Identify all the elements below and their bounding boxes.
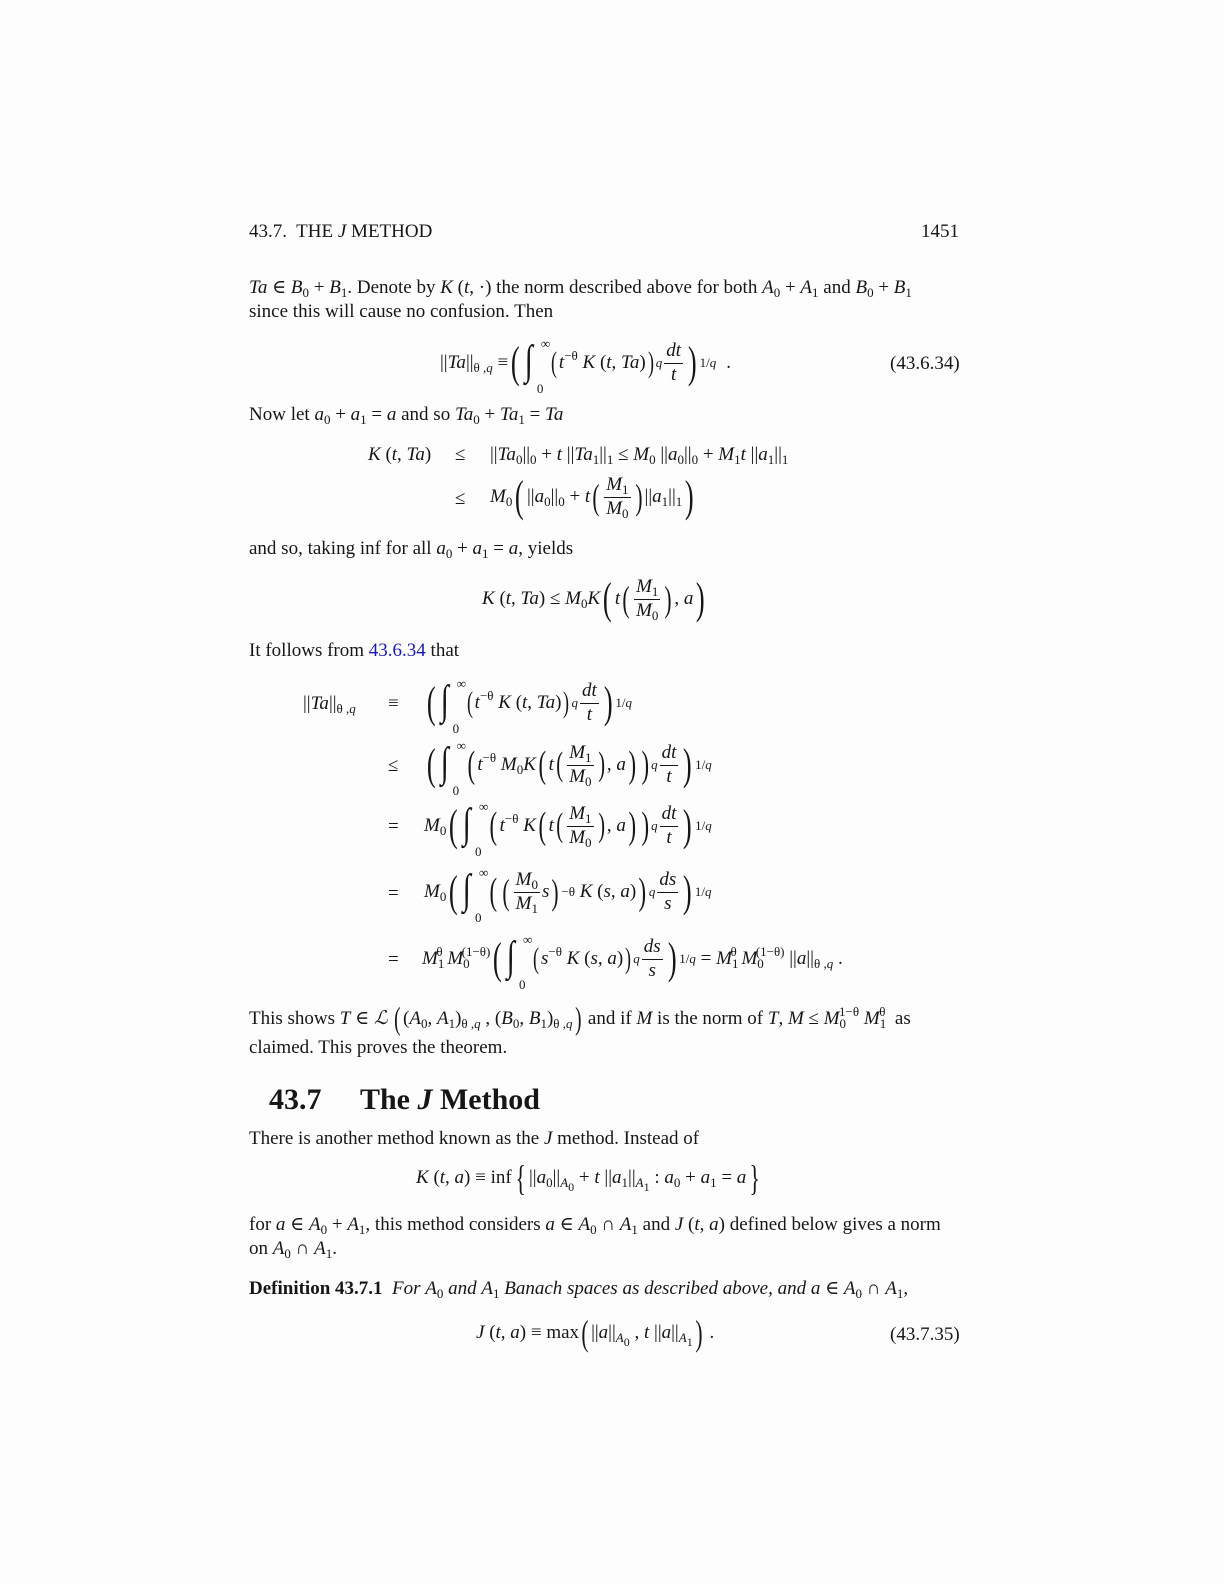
paragraph-5-line-2: claimed. This proves the theorem.: [249, 1037, 508, 1058]
equation-reference-link[interactable]: 43.6.34: [368, 640, 426, 661]
para3-text2: , yields: [518, 538, 574, 559]
running-head-var: J: [337, 221, 347, 242]
chain-rhs-5: $M_1^\theta$ $M_0^{(1-\theta)}$ ( ∫ ∞ 0 ( $s^{-\theta}$ K (s, a) ) q $\frac{ds}{s}$ ) 1/q = $M_1^\theta$ $M_0^{(1-\theta)}$ $||a||_{\theta ,q}$ .: [422, 932, 843, 993]
para2-text2: and so: [401, 404, 451, 425]
integral-symbol: ∫ ∞ 0: [524, 336, 551, 397]
para3-text1: and so, taking inf for all: [249, 538, 432, 559]
equation-k-bound: K (t, $Ta) \le M_0K$ ( t ( $\frac{M_1}{M_0}$ ) , a ): [482, 574, 706, 624]
inequality-rhs-1: $||Ta_0||_0 + t$ $||Ta_1||_1 \le M_0$ $||a_0||_0 + M_1t$ $||a_1||_1$: [490, 444, 789, 467]
paragraph-6: There is another method known as the J method. Instead of: [249, 1128, 700, 1149]
equation-number-43-7-35: (43.7.35): [890, 1324, 960, 1345]
para7-line2-pre: on: [249, 1238, 268, 1259]
section-title-var: J: [417, 1083, 433, 1116]
chain-rhs-1: ( ∫ ∞ 0 ( $t^{-\theta}$ K (t, Ta) ) q $\frac{dt}{t}$ ) 1/q: [426, 676, 633, 737]
section-title-pre: The: [359, 1083, 410, 1116]
paragraph-4: [249, 639, 459, 664]
running-head-number: 43.7.: [249, 221, 287, 242]
chain-rel-5: =: [388, 949, 399, 970]
para4-text1: It follows from: [249, 640, 365, 661]
para7-text3: and: [642, 1214, 671, 1235]
inequality-rel-2: ≤: [455, 488, 466, 509]
definition-text2: and: [448, 1278, 477, 1299]
paragraph-2: Now let $a_0 + a_1 = a$ and so $Ta_0 + Ta_1 = Ta$: [249, 404, 564, 427]
equation-43-7-35: J (t, a) ≡ max ( $||a||_{A_0}$ , t $||a||_{A_1}$ ) .: [476, 1312, 715, 1353]
paragraph-1-line-2: since this will cause no confusion. Then: [249, 301, 554, 322]
paragraph-7-line-2: on $A_0$ ∩ $A_1$.: [249, 1238, 337, 1261]
inequality-rel-1: ≤: [455, 444, 466, 465]
chain-rel-2: ≤: [388, 755, 399, 776]
running-head: [249, 220, 432, 245]
chain-lhs: $||Ta||_{\theta ,q}$: [303, 693, 356, 716]
equation-number-43-6-34: (43.6.34): [890, 353, 960, 374]
para1-and: and: [823, 277, 851, 298]
para7-text1: for: [249, 1214, 272, 1235]
equation-k-definition: K (t, a) ≡ inf { $||a_0||_{A_0} + t$ $||a_1||_{A_1}$ : $a_0 + a_1 = a$ }: [416, 1157, 761, 1198]
paragraph-3: and so, taking inf for all $a_0 + a_1 = a$, yields: [249, 538, 574, 561]
chain-rhs-3: $M_0$ ( ∫ ∞ 0 ( $t^{-\theta}$ K ( t ( $\frac{M_1}{M_0}$ ) , a ) ) q $\frac{dt}{t}$ ) 1/q: [424, 799, 712, 860]
paragraph-7-line-1: for a ∈ $A_0 + A_1$, this method considers a ∈ $A_0$ ∩ $A_1$ and J (t, a) defined below gives a norm: [249, 1214, 941, 1237]
running-head-pre: THE: [296, 221, 334, 242]
definition-text3: Banach spaces as described above, and: [504, 1278, 807, 1299]
para1-text1: Denote by: [356, 277, 436, 298]
section-heading: [269, 1080, 540, 1119]
running-head-post: METHOD: [351, 221, 433, 242]
chain-rel-1: ≡: [388, 693, 399, 714]
para5-text3: is the norm of: [657, 1007, 764, 1029]
para6-text2: method. Instead of: [557, 1128, 700, 1149]
section-number: 43.7: [269, 1083, 322, 1116]
chain-rhs-2: ( ∫ ∞ 0 ( $t^{-\theta}$ $M_0K$ ( t ( $\frac{M_1}{M_0}$ ) , a ) ) q $\frac{dt}{t}$ ) 1/q: [426, 738, 712, 799]
para6-text1: There is another method known as the: [249, 1128, 540, 1149]
para4-text2: that: [430, 640, 460, 661]
chain-rhs-4: $M_0$ ( ∫ ∞ 0 ( ( $\frac{M_0}{M_1}$ s ) −θ K (s, a) ) q $\frac{ds}{s}$ ) 1/q: [424, 865, 712, 926]
para7-text4: defined below gives a norm: [729, 1214, 941, 1235]
page-number: 1451: [921, 221, 959, 242]
paragraph-1-line-1: Ta ∈ $B_0 + B_1$. Denote by K (t, ·) the norm described above for both $A_0 + A_1$ and $B_0 + B_1$: [249, 277, 912, 300]
paragraph-5-line-1: This shows T ∈ ℒ ( ($A_0$, $A_1)_{\theta ,q}$ , ($B_0$, $B_1)_{\theta ,q}$ ) and if M is the norm of T, $M \le M_0^{1-\theta}$ $M_1^\theta$ as: [249, 1000, 911, 1037]
section-title-post: Method: [439, 1083, 540, 1116]
definition-text1: For: [392, 1278, 421, 1299]
chain-rel-3: =: [388, 816, 399, 837]
equation-43-6-34: $||Ta||_{\theta ,q}$ ≡ ( ∫ ∞ 0 ( $t^{-\theta}$ K (t, Ta) ) q $\frac{dt}{t}$ ) 1/q .: [440, 336, 732, 397]
para2-text1: Now let: [249, 404, 310, 425]
definition-43-7-1: Definition 43.7.1 For $A_0$ and $A_1$ Banach spaces as described above, and a ∈ $A_0$ ∩ $A_1$,: [249, 1278, 909, 1301]
para5-text4: as: [894, 1007, 911, 1029]
para5-text1: This shows: [249, 1007, 336, 1029]
para1-text2: the norm described above for both: [496, 277, 758, 298]
para7-text2: , this method considers: [365, 1214, 541, 1235]
chain-rel-4: =: [388, 883, 399, 904]
inequality-rhs-2: $M_0$ ( $||a_0||_0 + t$ ( $\frac{M_1}{M_0}$ ) $||a_1||_1$ ): [490, 472, 694, 522]
inequality-line-1: K (t, Ta): [368, 444, 432, 465]
para5-text2: and if: [587, 1007, 632, 1029]
definition-label: Definition 43.7.1: [249, 1278, 383, 1299]
